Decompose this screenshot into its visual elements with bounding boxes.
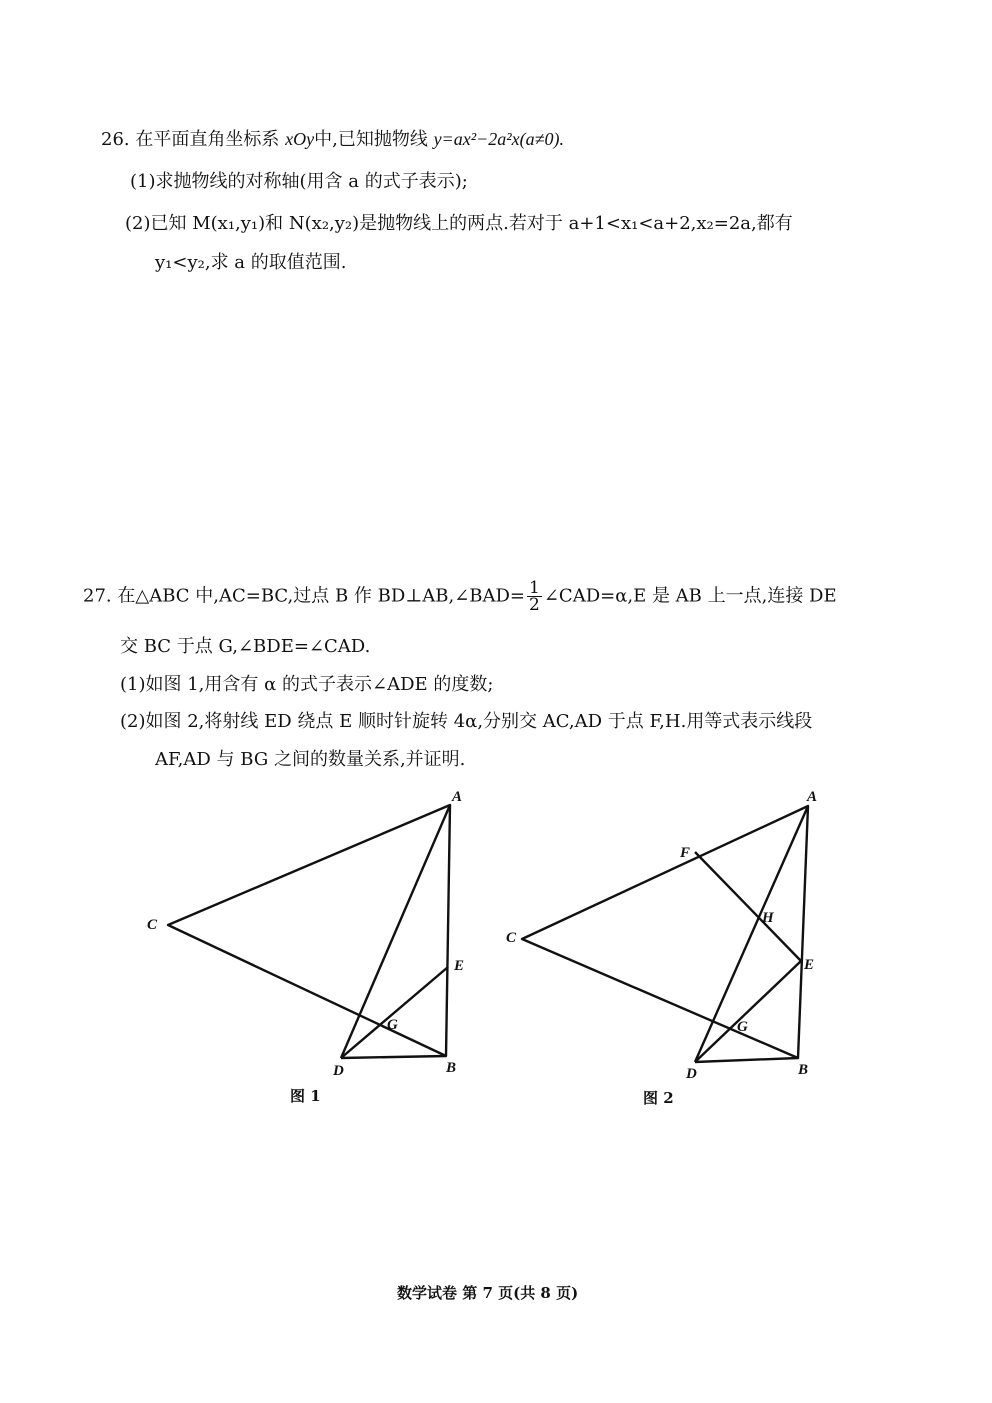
page-footer: 数学试卷 第 7 页(共 8 页) [397,1284,579,1302]
q26-number: 26. [101,129,130,150]
fig2-label-b: B [798,1062,809,1078]
fig2-segment-bd [695,1058,798,1062]
q27-number: 27. [83,585,112,607]
q27-part2-line1: (2)如图 2,将射线 ED 绕点 E 顺时针旋转 4α,分别交 AC,AD 于点 F,H.用等式表示线段 [120,711,813,732]
q26-coord-system: xOy [285,129,315,149]
q26-part1: (1)求抛物线的对称轴(用含 a 的式子表示); [130,171,468,192]
fig2-label-h: H [762,910,774,926]
fig1-label-e: E [454,958,465,974]
fig2-label-g: G [737,1019,748,1035]
fig2-label-d: D [686,1066,697,1082]
fig2-segment-ad [695,806,808,1062]
q26-parabola-formula: y=ax²−2a²x(a≠0). [433,129,564,149]
fig1-label-c: C [147,917,158,933]
figure-2-diagram [522,806,808,1062]
fig1-label-g: G [387,1017,398,1033]
q26-stem-mid: 中,已知抛物线 [314,129,428,150]
fig1-label-d: D [333,1063,344,1079]
q27-part1: (1)如图 1,用含有 α 的式子表示∠ADE 的度数; [120,674,494,695]
fig1-label-b: B [446,1060,457,1076]
q27-part2-line2: AF,AD 与 BG 之间的数量关系,并证明. [155,749,466,770]
fig2-label-a: A [807,789,818,805]
fraction-denominator: 2 [529,595,540,615]
fig2-label-c: C [506,930,517,946]
figure-1-caption: 图 1 [290,1087,321,1105]
fraction-numerator: 1 [529,578,540,598]
fig2-label-e: E [804,957,815,973]
q26-stem-pre: 在平面直角坐标系 [135,129,280,150]
q26-part2-line2: y₁<y₂,求 a 的取值范围. [155,252,347,273]
fig1-segment-de [341,967,448,1058]
q27-stem-line1-a: 在△ABC 中,AC=BC,过点 B 作 BD⊥AB,∠BAD= [117,585,526,607]
figure-2-caption: 图 2 [643,1089,674,1107]
fig1-segment-bd [341,1056,446,1058]
fig1-triangle-abc [168,805,450,1056]
fig1-label-a: A [452,789,463,805]
q27-stem-line2: 交 BC 于点 G,∠BDE=∠CAD. [120,636,371,657]
fig2-triangle-abc [522,806,808,1058]
q27-stem-line1-b: ∠CAD=α,E 是 AB 上一点,连接 DE [543,585,837,607]
fig2-segment-de [695,961,801,1062]
fig2-label-f: F [680,845,691,861]
q26-part2-line1: (2)已知 M(x₁,y₁)和 N(x₂,y₂)是抛物线上的两点.若对于 a+1<x₁<a+2,x₂=2a,都有 [125,213,793,234]
